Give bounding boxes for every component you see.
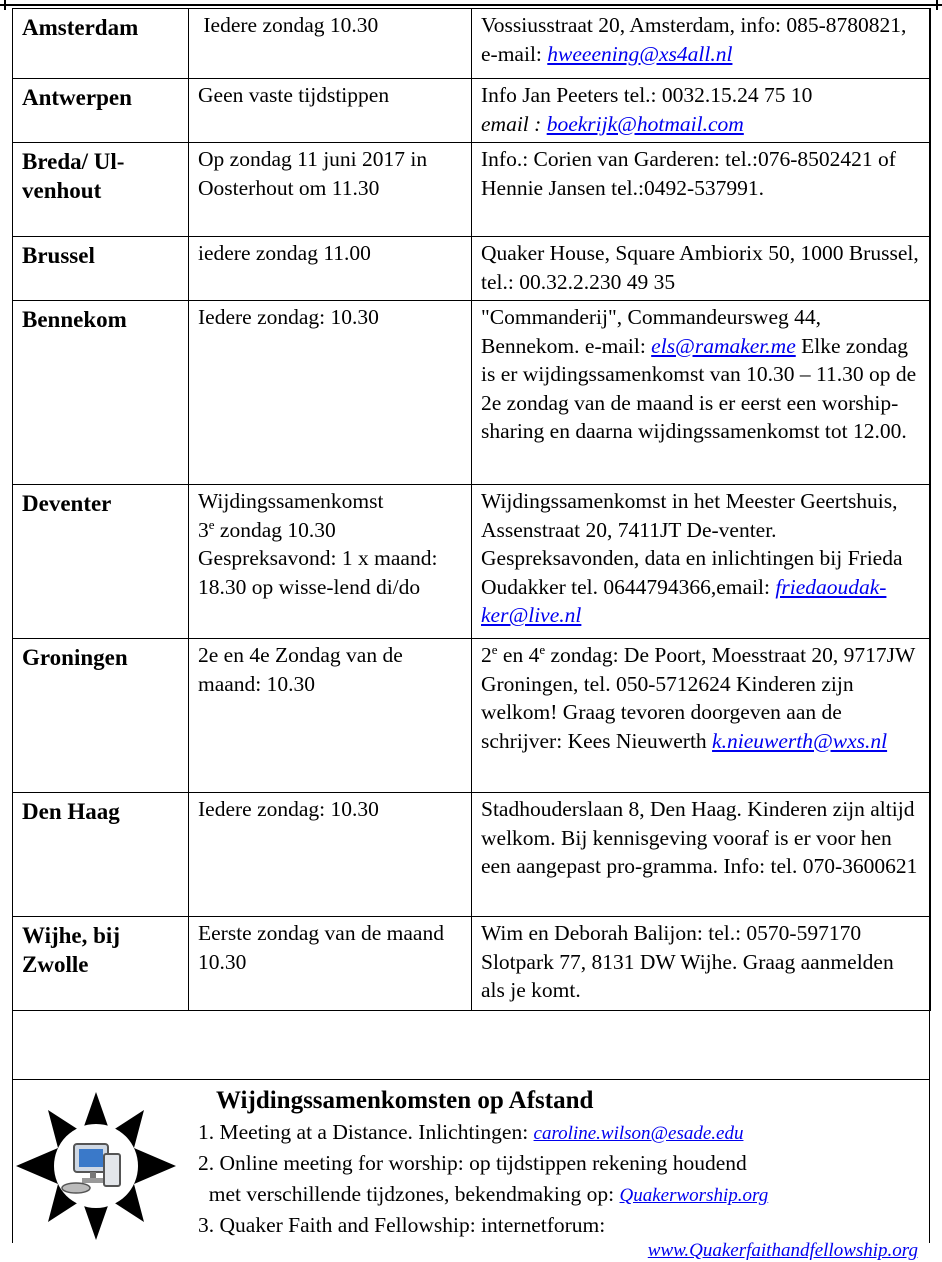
meetings-table: [12, 8, 931, 1011]
meeting-time: Iedere zondag 10.30: [189, 9, 472, 79]
web-link[interactable]: www.Quakerfaithandfellowship.org: [647, 1240, 918, 1261]
city-name: Deventer: [13, 485, 189, 639]
star-icon: [16, 1092, 176, 1240]
meeting-info: Info.: Corien van Garderen: tel.:076-8502421 of Hennie Jansen tel.:0492-537991.: [472, 143, 931, 237]
table-row: [13, 143, 931, 237]
meeting-time: 2e en 4e Zondag van de maand: 10.30: [189, 639, 472, 793]
meeting-info: Quaker House, Square Ambiorix 50, 1000 Brussel, tel.: 00.32.2.230 49 35: [472, 237, 931, 301]
top-border: [0, 0, 942, 6]
city-name: Antwerpen: [13, 79, 189, 143]
email-link[interactable]: hweeening@xs4all.nl: [547, 41, 733, 66]
email-link[interactable]: boekrijk@hotmail.com: [546, 111, 744, 136]
meeting-time: Iedere zondag: 10.30: [189, 301, 472, 485]
meeting-info: Info Jan Peeters tel.: 0032.15.24 75 10 email : boekrijk@hotmail.com: [472, 79, 931, 143]
distance-line-4: 3. Quaker Faith and Fellowship: internetforum:: [198, 1213, 606, 1237]
meeting-time: Eerste zondag van de maand 10.30: [189, 917, 472, 1011]
city-name: Bennekom: [13, 301, 189, 485]
meeting-time: Geen vaste tijdstippen: [189, 79, 472, 143]
email-link[interactable]: caroline.wilson@esade.edu: [533, 1123, 744, 1144]
meeting-time: iedere zondag 11.00: [189, 237, 472, 301]
city-name: Wijhe, bij Zwolle: [13, 917, 189, 1011]
table-row: [13, 301, 931, 485]
meeting-info: Vossiusstraat 20, Amsterdam, info: 085-8780821, e-mail: hweeening@xs4all.nl: [472, 9, 931, 79]
distance-line-1: 1. Meeting at a Distance. Inlichtingen: caroline.wilson@esade.edu: [198, 1120, 744, 1144]
table-row: [13, 237, 931, 301]
city-name: Groningen: [13, 639, 189, 793]
meeting-info: "Commanderij", Commandeursweg 44, Bennekom. e-mail: els@ramaker.me Elke zondag is er wijdingssamenkomst van 10.30 – 11.30 op de 2e zondag van de maand is er eerst een worship-sharing en daarna wijdingssamenkomst tot 12.00.: [472, 301, 931, 485]
meeting-info: Wim en Deborah Balijon: tel.: 0570-597170 Slotpark 77, 8131 DW Wijhe. Graag aanmelden als je komt.: [472, 917, 931, 1011]
web-link[interactable]: Quakerworship.org: [619, 1185, 769, 1206]
distance-section: [12, 1079, 930, 1261]
table-row: [13, 485, 931, 639]
table-row: [13, 9, 931, 79]
meeting-info: Stadhouderslaan 8, Den Haag. Kinderen zijn altijd welkom. Bij kennisgeving vooraf is er voor hen een aangepast pro-gramma. Info: tel. 070-3600621: [472, 793, 931, 917]
meeting-info: 2e en 4e zondag: De Poort, Moesstraat 20, 9717JW Groningen, tel. 050-5712624 Kinderen zijn welkom! Graag tevoren doorgeven aan de schrijver: Kees Nieuwerth k.nieuwerth@wxs.nl: [472, 639, 931, 793]
email-link[interactable]: friedaoudak-ker@live.nl: [481, 574, 887, 627]
city-name: Den Haag: [13, 793, 189, 917]
table-row: [13, 793, 931, 917]
city-name: Brussel: [13, 237, 189, 301]
table-row: [13, 79, 931, 143]
distance-line-2: 2. Online meeting for worship: op tijdstippen rekening houdend: [198, 1151, 747, 1175]
meeting-time: Op zondag 11 juni 2017 in Oosterhout om 11.30: [189, 143, 472, 237]
distance-title: Wijdingssamenkomsten op Afstand: [216, 1087, 594, 1114]
email-link[interactable]: k.nieuwerth@wxs.nl: [712, 728, 888, 753]
meeting-time: Iedere zondag: 10.30: [189, 793, 472, 917]
city-name: Breda/ Ul-venhout: [13, 143, 189, 237]
meeting-time: Wijdingssamenkomst 3e zondag 10.30 Gespreksavond: 1 x maand: 18.30 op wisse-lend di/do: [189, 485, 472, 639]
distance-line-3: met verschillende tijdzones, bekendmaking op: Quakerworship.org: [198, 1182, 769, 1206]
meeting-info: Wijdingssamenkomst in het Meester Geertshuis, Assenstraat 20, 7411JT De-venter. Gespreksavonden, data en inlichtingen bij Frieda Oudakker tel. 0644794366,email: friedaoudak-ker@live.nl: [472, 485, 931, 639]
table-row: [13, 639, 931, 793]
email-link[interactable]: els@ramaker.me: [651, 333, 796, 358]
city-name: Amsterdam: [13, 9, 189, 79]
table-row: [13, 917, 931, 1011]
